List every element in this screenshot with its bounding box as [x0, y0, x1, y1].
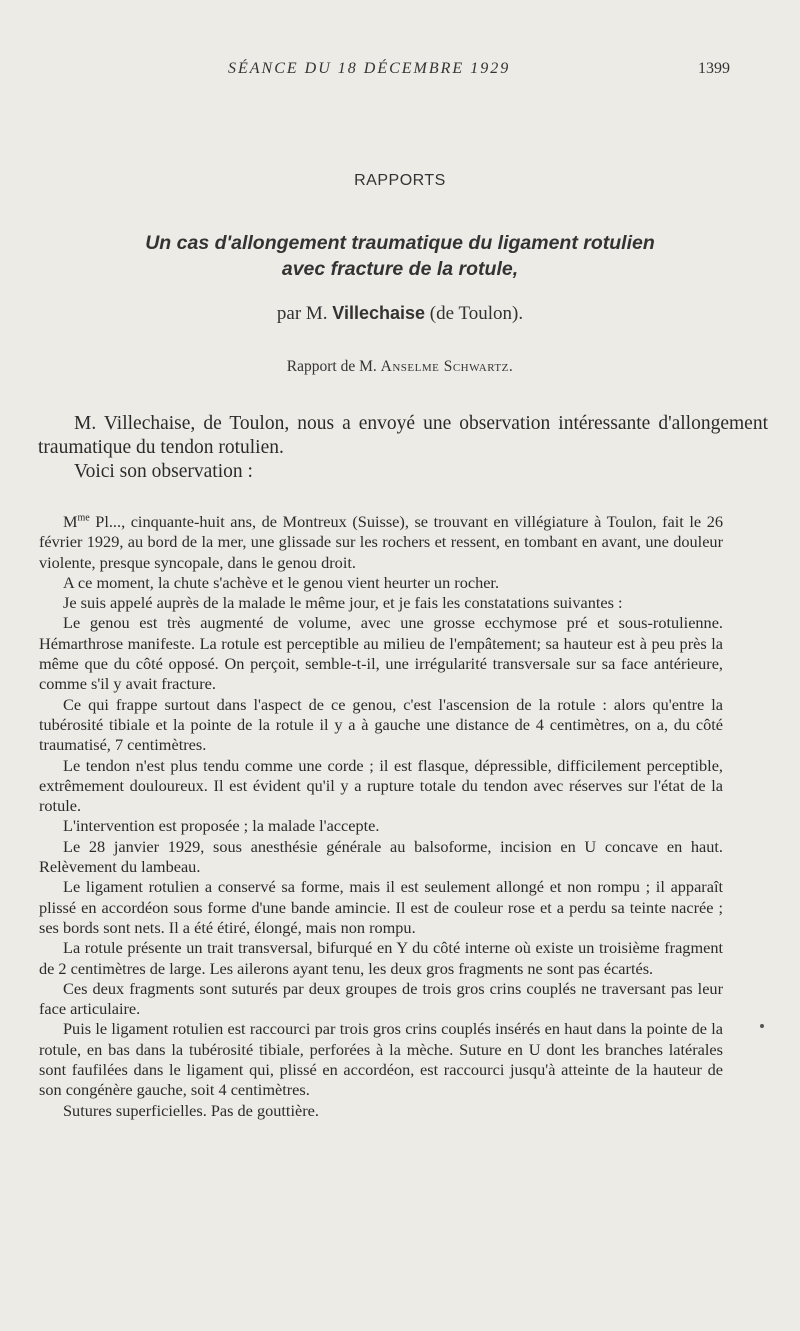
- observation-paragraph: Je suis appelé auprès de la malade le même jour, et je fais les constatations suivantes :: [63, 593, 623, 613]
- intro-paragraph: M. Villechaise, de Toulon, nous a envoyé une observation intéressante d'allongement traumatique du tendon rotulien.: [38, 413, 768, 458]
- margin-mark: [760, 1024, 764, 1028]
- observation-paragraph: Le 28 janvier 1929, sous anesthésie générale au balsoforme, incision en U concave en haut. Relèvement du lambeau.: [39, 836, 723, 877]
- observation-paragraph: A ce moment, la chute s'achève et le genou vient heurter un rocher.: [63, 572, 500, 592]
- article-title-line-2: avec fracture de la rotule,: [281, 258, 519, 280]
- observation-paragraph: [39, 512, 723, 573]
- observation-paragraph: Le genou est très augmenté de volume, avec une grosse ecchymose pré et sous-rotulienne. Hémarthrose manifeste. La rotule est perceptible au milieu de l'empâtement; sa hauteur est à peu près la même que du côté opposé. On perçoit, semble-t-il, une irrégularité transversale sur sa face antérieure, comme s'il y avait fracture.: [39, 613, 723, 694]
- observation-abbrev-sup: me: [77, 512, 90, 524]
- observation-paragraph: Le ligament rotulien a conservé sa forme, mais il est seulement allongé et non rompu ; il apparaît plissé en accordéon sous forme d'une bande amincie. Il est de couleur rose et a perdu sa teinte nacrée ; ses bords sont nets. Il a été étiré, élongé, mais non rompu.: [39, 877, 723, 937]
- section-heading: RAPPORTS: [354, 172, 446, 189]
- article-title-line-1: Un cas d'allongement traumatique du ligament rotulien: [145, 232, 655, 254]
- report-prefix: Rapport de M.: [286, 358, 377, 375]
- page-number: 1399: [698, 60, 730, 77]
- observation-paragraph: Ce qui frappe surtout dans l'aspect de ce genou, c'est l'ascension de la rotule : alors qu'entre la tubérosité tibiale et la pointe de la rotule il y a à gauche une distance de 4 centimètres, on a, du côté traumatisé, 7 centimètres.: [39, 694, 723, 755]
- observation-paragraph: La rotule présente un trait transversal, bifurqué en Y du côté interne où existe un troisième fragment de 2 centimètres de large. Les ailerons ayant tenu, les deux gros fragments ne sont pas écartés.: [39, 938, 723, 978]
- observation-paragraph: Sutures superficielles. Pas de gouttière.: [63, 1100, 319, 1120]
- running-head: SÉANCE DU 18 DÉCEMBRE 1929: [228, 60, 511, 77]
- observation-paragraph: Puis le ligament rotulien est raccourci par trois gros crins couplés insérés en haut dans la pointe de la rotule, en bas dans la tubérosité tibiale, perforées à la mèche. Suture en U dont les branches latérales sont faufilées dans le ligament qui, plissé en accordéon, est raccourci jusqu'à atteinte de la hauteur de son congénère gauche, soit 4 centimètres.: [39, 1019, 723, 1100]
- observation-paragraph: Le tendon n'est plus tendu comme une corde ; il est flasque, dépressible, difficilement perceptible, extrêmement douloureux. Il est évident qu'il y a rupture totale du tendon avec réserves sur l'état de la rotule.: [39, 755, 723, 816]
- intro: [38, 412, 768, 484]
- author-name: Villechaise: [332, 303, 426, 323]
- reporter-name: Anselme Schwartz.: [380, 358, 514, 375]
- report-line: [0, 358, 800, 376]
- article-title: [0, 230, 800, 282]
- author-prefix: par M.: [276, 303, 328, 324]
- author-line: [0, 303, 800, 325]
- observation-first-text: Pl..., cinquante-huit ans, de Montreux (Suisse), se trouvant en villégiature à Toulon, fait le 26 février 1929, au bord de la mer, une glissade sur les rochers et ressent, en tombant en avant, une douleur violente, presque syncopale, dans le genou droit.: [39, 512, 723, 572]
- observation-text: [39, 512, 723, 1121]
- observation-abbrev: M: [63, 512, 78, 531]
- author-suffix: (de Toulon).: [429, 303, 524, 324]
- intro-paragraph: Voici son observation :: [74, 461, 253, 482]
- observation-paragraph: Ces deux fragments sont suturés par deux groupes de trois gros crins couplés ne traversant pas leur face articulaire.: [39, 978, 723, 1019]
- observation-paragraph: L'intervention est proposée ; la malade l'accepte.: [63, 816, 380, 836]
